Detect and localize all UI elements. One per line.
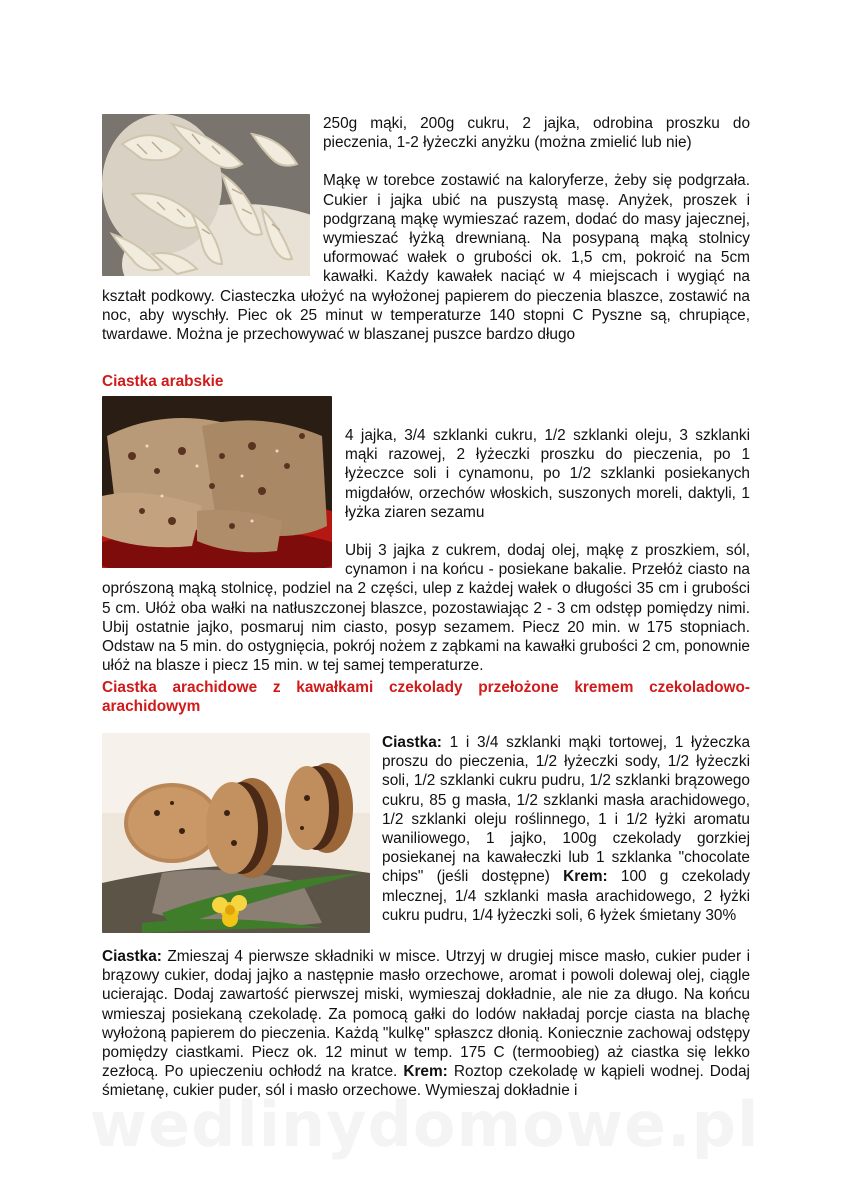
cream-label: Krem: (563, 868, 608, 886)
cream-ingredients: 100 g czekolady mlecznej, 1/4 szklanki masła arachidowego, 2 łyżki cukru pudru, 1/4 łyżeczki soli, 6 łyżek śmietany 30% (382, 868, 751, 924)
arabic-cookies-ingredients: 4 jajka, 3/4 szklanki cukru, 1/2 szklanki oleju, 3 szklanki mąki razowej, 2 łyżeczki proszku do pieczenia, po 1 łyżeczce soli i cynamonu, po 1/2 szklanki posiekanych migdałów, orzechów włoskich, suszonych moreli, daktyli, 1 łyżka ziaren sezamu (345, 427, 750, 521)
method-cream-text: Roztop czekoladę w kąpieli wodnej. Dodaj śmietanę, cukier puder, sól i masło orzechowe. Wymieszaj dokładnie i (102, 1063, 750, 1100)
peanut-cookies-title: Ciastka arachidowe z kawałkami czekolady przełożone kremem czekoladowo-arachidowym (102, 679, 750, 715)
recipe-anise-cookies (102, 114, 750, 344)
anise-cookies-photo (102, 114, 310, 276)
cookies-label: Ciastka: (382, 734, 442, 751)
recipe-arabic-cookies (102, 372, 750, 675)
method-cookies-label: Ciastka: (102, 948, 162, 965)
method-cream-label: Krem: (403, 1063, 448, 1081)
cookies-ingredients: 1 i 3/4 szklanki mąki tortowej, 1 łyżeczka proszu do pieczenia, 1/2 łyżeczki sody, 1/2 łyżeczki soli, 1/2 szklanki cukru pudru, 1/2 szklanki brązowego cukru, 85 g masła, 1/2 szklanki masła arachidowego, 1/2 szklanki oleju roślinnego, 1 i 1/2 łyżki aromatu waniliowego, 1 jajko, 100g czekolady gorzkiej posiekanej na kawałeczki lub 1 szklanka "chocolate chips" (jeśli dostępne) (382, 734, 751, 886)
recipe-peanut-cookies (102, 678, 750, 1101)
arabic-cookies-photo (102, 396, 332, 568)
arabic-cookies-title: Ciastka arabskie (102, 373, 224, 390)
peanut-cookies-method (102, 947, 750, 1101)
anise-cookies-method: Mąkę w torebce zostawić na kaloryferze, żeby się podgrzała. Cukier i jajka ubić na puszystą masę. Anyżek, proszek i podgrzaną mąkę wymieszać razem, dodać do masy jajecznej, wymieszać łyżką drewnianą. Na posypaną mąką stolnicy uformować wałek o grubości ok. 1,5 cm, pokroić na 5cm kawałki. Każdy kawałek naciąć w 4 miejscach i wygiąć na kształt podkowy. Ciasteczka ułożyć na wyłożonej papierem do pieczenia blaszce, zostawić na noc, aby wyschły. Piec ok 25 minut w temperaturze 140 stopni C Pyszne są, chrupiące, twardawe. Można je przechowywać w blaszanej puszce bardzo długo (102, 172, 750, 344)
anise-cookies-ingredients: 250g mąki, 200g cukru, 2 jajka, odrobina proszku do pieczenia, 1-2 łyżeczki anyżku (można zmielić lub nie) (323, 115, 750, 152)
peanut-cookies-photo (102, 733, 370, 933)
method-cookies-text: Zmieszaj 4 pierwsze składniki w misce. Utrzyj w drugiej misce masło, cukier puder i brązowy cukier, dodaj jajko a następnie masło orzechowe, aromat i powoli dolewaj olej, ciągle ucierając. Dodaj zawartość pierwszej miski, wymieszaj dokładnie, ale nie za długo. Na końcu wmieszaj posiekaną czekoladę. Za pomocą gałki do lodów nakładaj porcje ciasta na blachę wyłożoną papierem do pieczenia. Każdą "kulkę" spłaszcz dłonią. Koniecznie zachowaj odstępy pomiędzy ciastkami. Piecz ok. 12 minut w temp. 175 C (termoobieg) aż ciastka się lekko zezłocą. Po upieczeniu ochłodź na kratce. (102, 948, 750, 1081)
arabic-cookies-method: Ubij 3 jajka z cukrem, dodaj olej, mąkę z proszkiem, sól, cynamon i na końcu - posiekane bakalie. Przełóż ciasto na oprószoną mąką stolnicę, podziel na 2 części, ulep z każdej wałek o długości 35 cm i grubości 5 cm. Ułóż oba wałki na natłuszczonej blaszce, pozostawiając 2 - 3 cm odstęp pomiędzy nimi. Ubij ostatnie jajko, posmaruj nim ciasto, posyp sezamem. Piecz 20 min. w 175 stopniach. Odstaw na 5 min. do ostygnięcia, pokrój nożem z ząbkami na kawałki grubości 2 cm, ponownie ułóż na blasze i piecz 15 min. w tej samej temperaturze. (102, 542, 750, 675)
